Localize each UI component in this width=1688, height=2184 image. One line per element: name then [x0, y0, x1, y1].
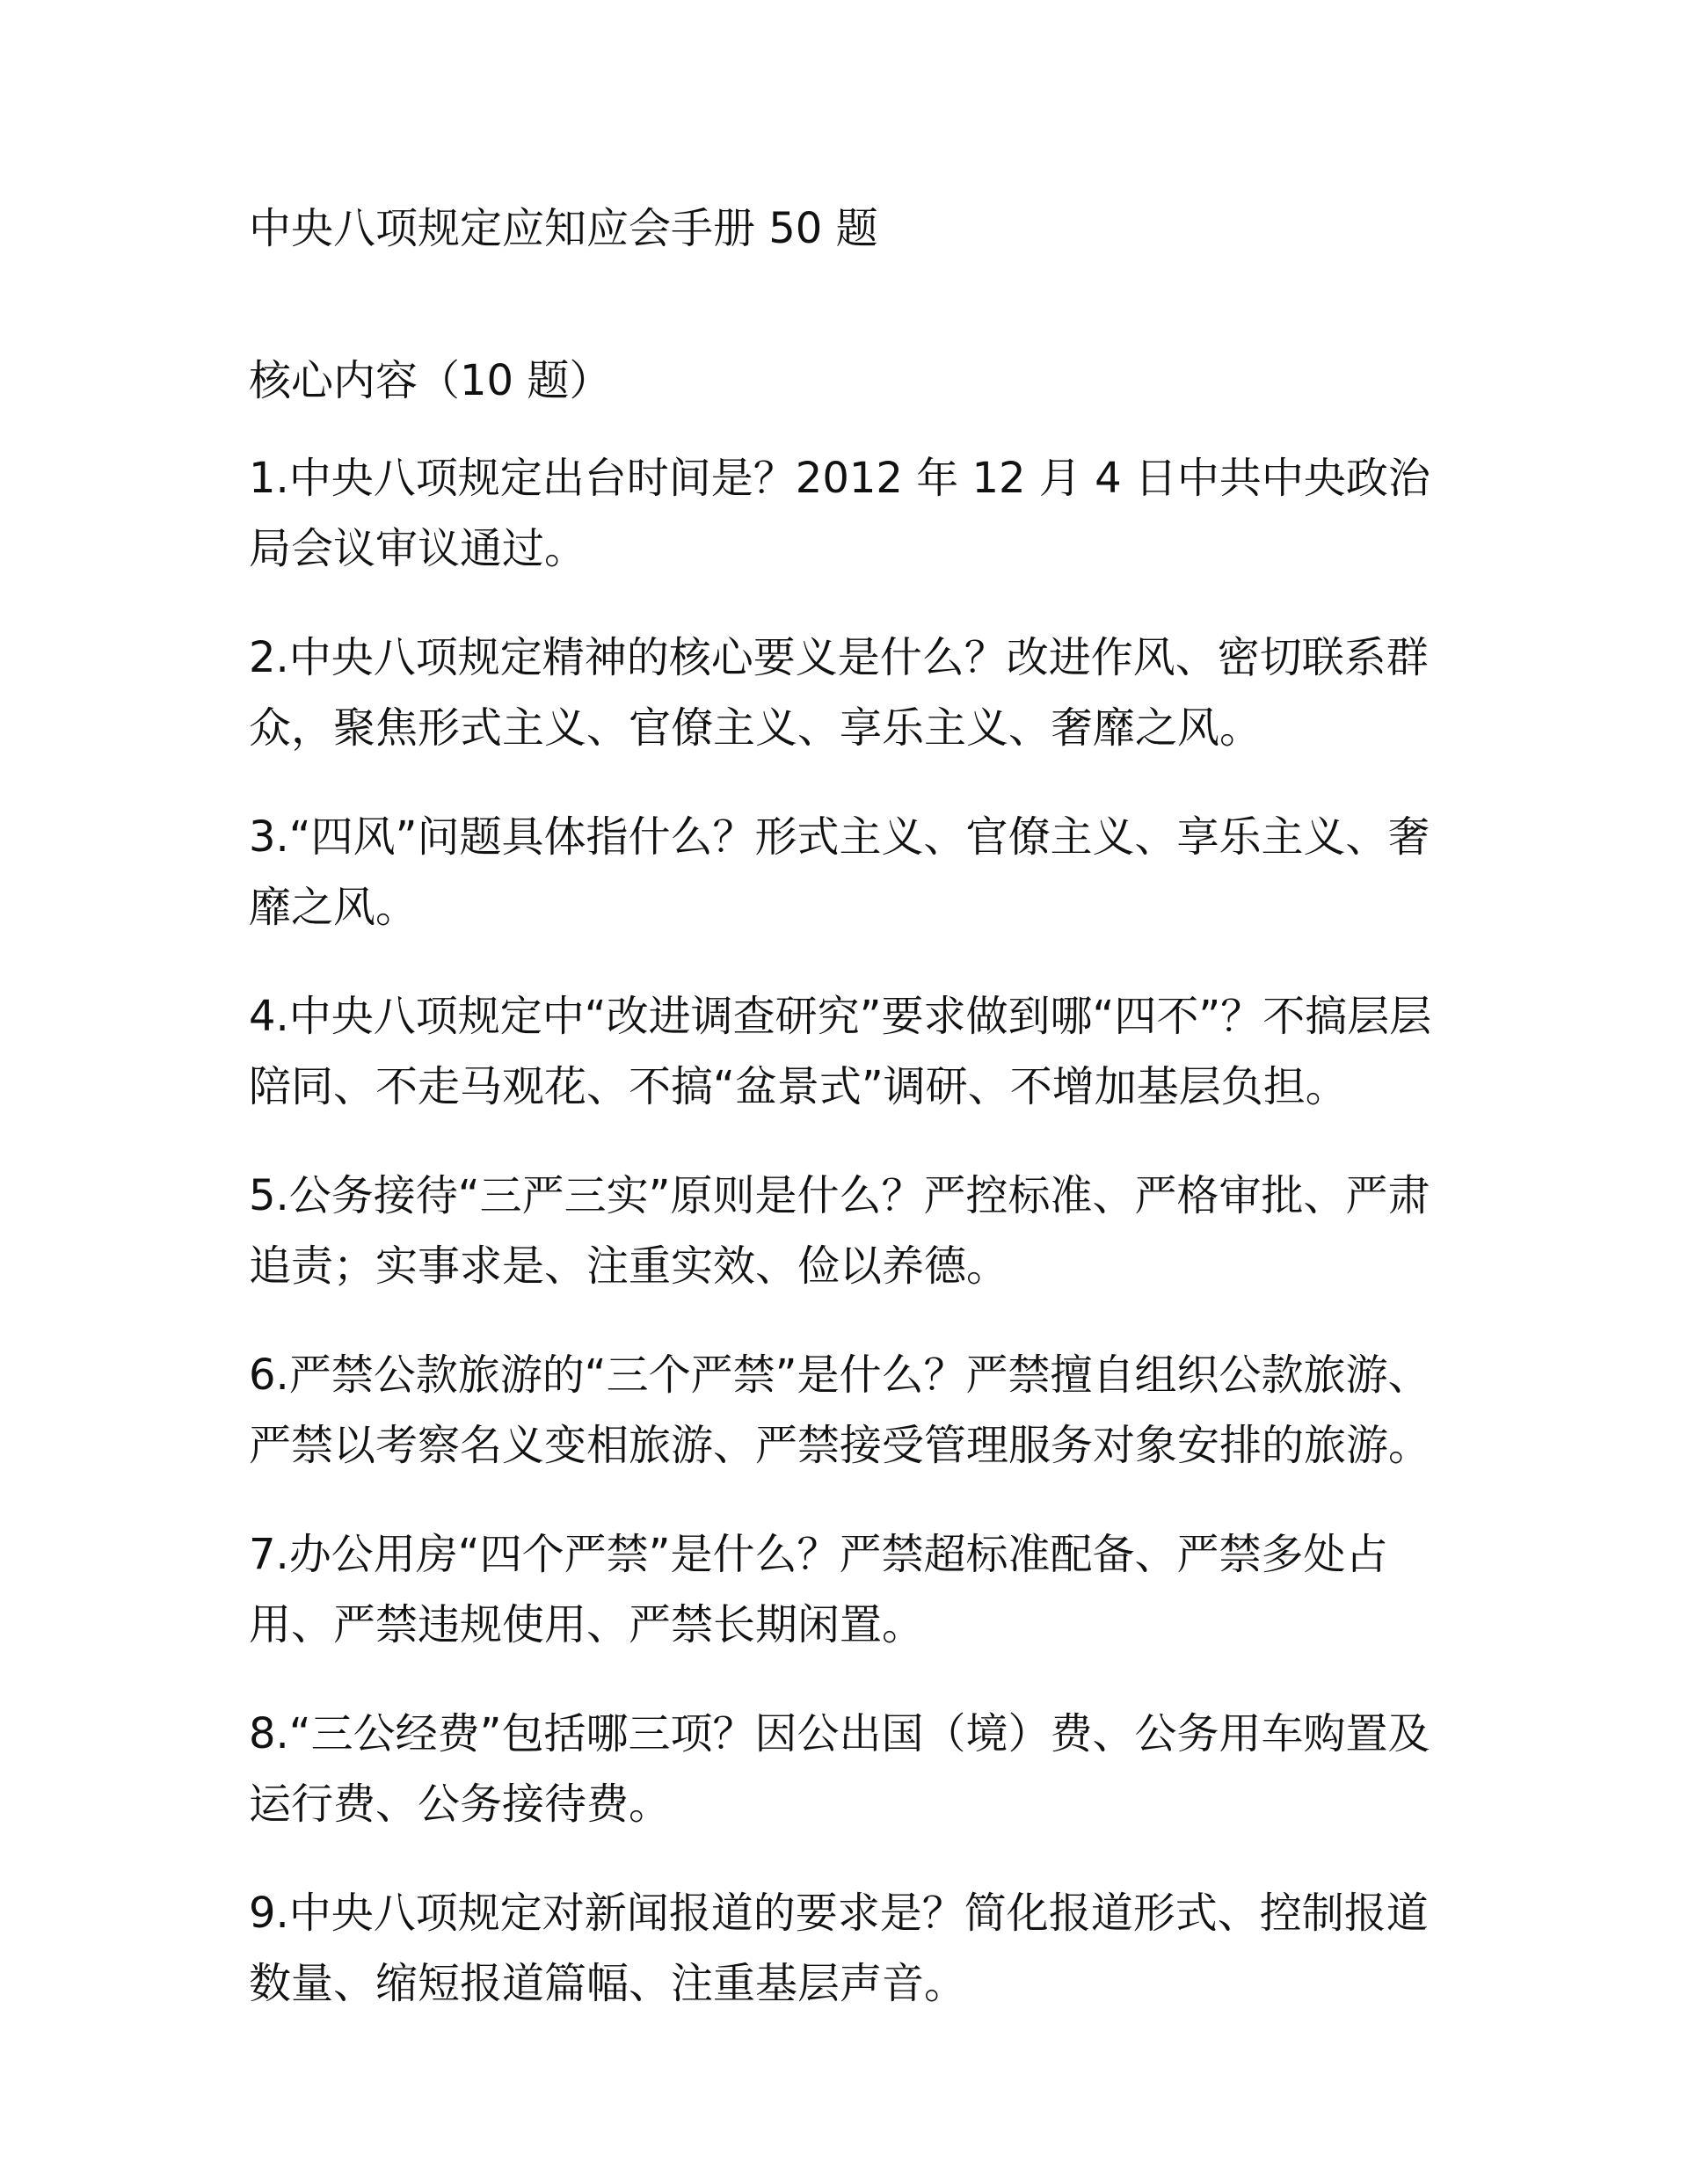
qa-item-5: 5.公务接待“三严三实”原则是什么？严控标准、严格审批、严肃追责；实事求是、注重实效、俭以养德。	[249, 1170, 1430, 1291]
qa-list	[249, 443, 1444, 2019]
document-page	[249, 195, 1444, 2057]
qa-item-3: 3.“四风”问题具体指什么？形式主义、官僚主义、享乐主义、奢靡之风。	[249, 812, 1430, 932]
section-heading: 核心内容（10 题）	[249, 355, 612, 405]
qa-item-2: 2.中央八项规定精神的核心要义是什么？改进作风、密切联系群众，聚焦形式主义、官僚主义、享乐主义、奢靡之风。	[249, 632, 1429, 753]
qa-item-9: 9.中央八项规定对新闻报道的要求是？简化报道形式、控制报道数量、缩短报道篇幅、注重基层声音。	[249, 1888, 1429, 2008]
qa-item-8: 8.“三公经费”包括哪三项？因公出国（境）费、公务用车购置及运行费、公务接待费。	[249, 1708, 1430, 1829]
qa-item-4: 4.中央八项规定中“改进调查研究”要求做到哪“四不”？不搞层层陪同、不走马观花、不搞“盆景式”调研、不增加基层负担。	[249, 991, 1432, 1111]
qa-item-7: 7.办公用房“四个严禁”是什么？严禁超标准配备、严禁多处占用、严禁违规使用、严禁长期闲置。	[249, 1529, 1388, 1649]
qa-item-6: 6.严禁公款旅游的“三个严禁”是什么？严禁擅自组织公款旅游、严禁以考察名义变相旅游、严禁接受管理服务对象安排的旅游。	[249, 1350, 1431, 1470]
qa-item-1: 1.中央八项规定出台时间是？2012 年 12 月 4 日中共中央政治局会议审议通过。	[249, 453, 1430, 573]
document-title: 中央八项规定应知应会手册 50 题	[249, 204, 878, 253]
